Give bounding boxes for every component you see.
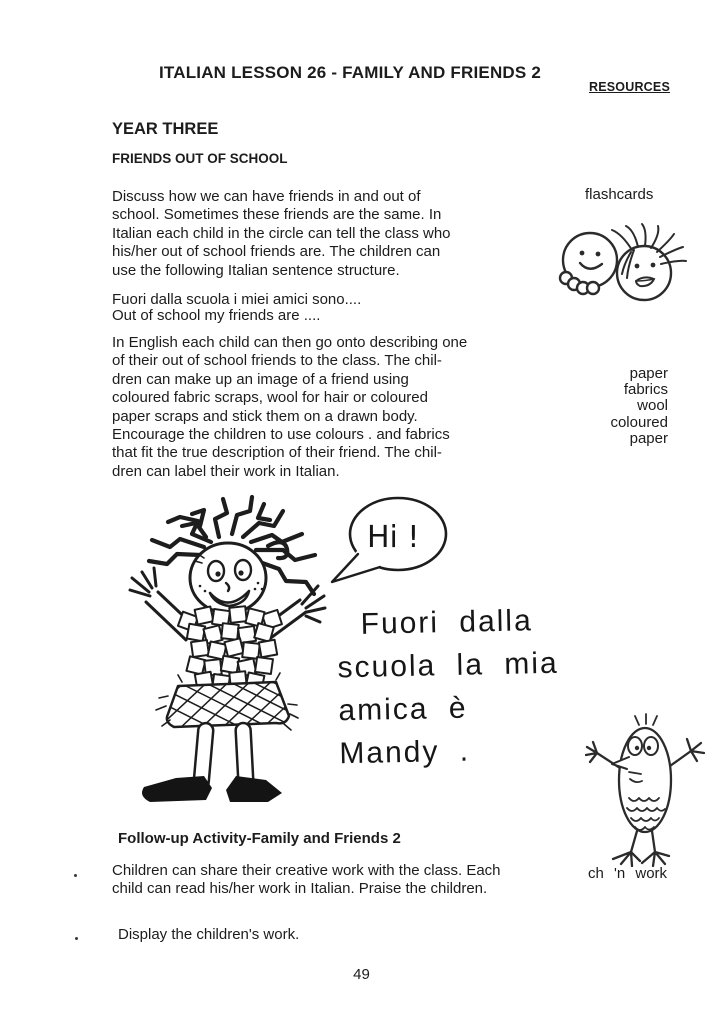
intro-line: his/her out of school friends are. The children can bbox=[112, 243, 441, 261]
section-heading: FRIENDS OUT OF SCHOOL bbox=[112, 151, 288, 166]
resources-column-header: RESOURCES bbox=[589, 80, 670, 94]
italian-sentence: Fuori dalla scuola i miei amici sono.... bbox=[112, 291, 362, 308]
material-item: paper bbox=[629, 429, 668, 447]
bullet-marker bbox=[74, 874, 77, 877]
handwritten-line: amica è bbox=[338, 691, 468, 728]
followup-bullet-2: Display the children's work. bbox=[118, 926, 300, 943]
activity-line: that fit the true description of their friend. The chil- bbox=[112, 444, 442, 462]
two-children-faces-drawing bbox=[552, 222, 687, 307]
handwritten-line: scuola la mia bbox=[337, 646, 559, 685]
handwritten-line: Fuori dalla bbox=[360, 604, 534, 641]
material-item: paper bbox=[629, 365, 668, 382]
activity-line: dren can label their work in Italian. bbox=[112, 462, 340, 480]
english-sentence: Out of school my friends are .... bbox=[112, 306, 321, 324]
activity-paragraph bbox=[112, 334, 467, 481]
materials-resource-list bbox=[540, 366, 668, 447]
intro-paragraph bbox=[112, 188, 451, 280]
material-item: wool bbox=[637, 397, 668, 415]
intro-line: Discuss how we can have friends in and out of bbox=[112, 188, 421, 205]
followup-heading: Follow-up Activity-Family and Friends 2 bbox=[118, 830, 401, 847]
page-number: 49 bbox=[353, 966, 370, 983]
handwritten-line: Mandy . bbox=[339, 734, 471, 771]
activity-line: of their out of school friends to the class. The chil- bbox=[112, 352, 442, 370]
bullet-marker bbox=[75, 937, 78, 940]
bullet-line: child can read his/her work in Italian. Praise the children. bbox=[112, 880, 488, 898]
speech-bubble-text: Hi ! bbox=[367, 520, 420, 555]
bullet-line: Children can share their creative work with the class. Each bbox=[112, 862, 501, 879]
childrens-work-resource-label: ch 'n work bbox=[588, 865, 668, 882]
speech-bubble bbox=[330, 494, 450, 589]
followup-bullet-1 bbox=[112, 862, 582, 899]
material-item: coloured bbox=[610, 413, 668, 431]
intro-line: school. Sometimes these friends are the same. In bbox=[112, 206, 442, 224]
intro-line: Italian each child in the circle can tell the class who bbox=[112, 224, 451, 242]
bird-character-drawing bbox=[585, 712, 707, 867]
flashcards-resource-label: flashcards bbox=[585, 186, 654, 203]
material-item: fabrics bbox=[623, 381, 668, 399]
year-heading: YEAR THREE bbox=[112, 120, 219, 138]
girl-collage-drawing bbox=[116, 490, 351, 825]
activity-line: Encourage the children to use colours . and fabrics bbox=[112, 426, 450, 444]
page-title: ITALIAN LESSON 26 - FAMILY AND FRIENDS 2 bbox=[158, 63, 542, 82]
sentence-structure bbox=[112, 292, 361, 323]
activity-line: In English each child can then go onto describing one bbox=[112, 334, 468, 351]
activity-line: dren can make up an image of a friend using bbox=[112, 370, 409, 388]
activity-line: paper scraps and stick them on a drawn body. bbox=[112, 407, 418, 425]
handwritten-caption bbox=[336, 599, 561, 776]
activity-line: coloured fabric scraps, wool for hair or coloured bbox=[112, 389, 428, 407]
intro-line: use the following Italian sentence structure. bbox=[112, 261, 400, 279]
